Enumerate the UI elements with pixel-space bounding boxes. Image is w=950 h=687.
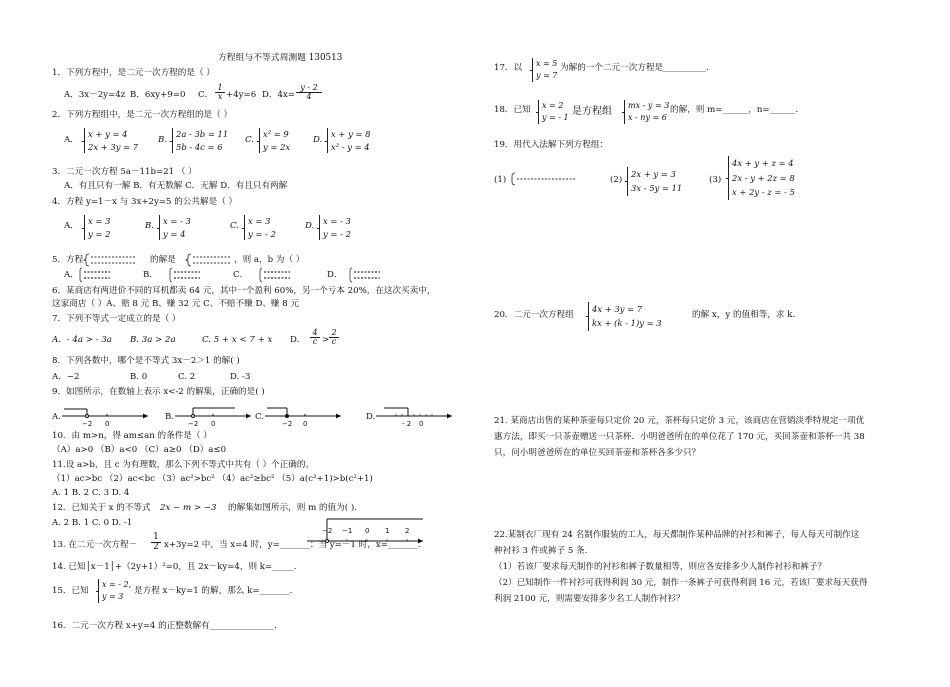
q22-line5: 利润 2100 元，则需要安排多少名工人制作衬衫？ [494,594,685,604]
q8-option-d: D. -3 [230,372,251,382]
q20-system: 4x + 3y = 7 kx + (k - 1)y = 3 [588,302,662,331]
q2-a-system: x + y = 4 2x + 3y = 7 [84,128,138,153]
q5-option-a: A． [64,270,79,280]
q5-option-glyphs [80,267,410,283]
q22-line3: （1）若该厂要求每天制作的衬衫和裤子数量相等，则应各安排多少人制作衬衫和裤子？ [494,562,827,572]
q4-option-c: C. [230,221,240,231]
q19-stem: 19．用代入法解下列方程组： [494,140,609,150]
svg-text:0: 0 [365,527,370,535]
q9-stem: 9．如图所示，在数轴上表示 x<-2 的解集，正确的是( ) [52,387,265,397]
q10-options: （A）a>0 （B）a<0 （C）a≥0 （D）a≤0 [52,445,227,455]
q12-options: A. 2 B. 1 C. 0 D. -1 [52,518,133,528]
q2-option-c: C. [245,135,255,145]
q21-line1: 21. 某商店出售的某种茶壶每只定价 20 元，茶杯每只定价 3 元，该商店在营销淡季特规定一项优 [494,416,865,426]
q9-d-number-line [376,404,456,428]
q2-stem: 2．下列方程组中，是二元一次方程组的是（ ） [52,110,233,120]
q7-d-gt: > [322,335,330,345]
q3-options: A．有且只有一解 B．有无数解 C．无解 D．有且只有两解 [64,181,288,191]
q4-option-a: A． [64,221,79,231]
q22-line2: 种衬衫 3 件或裤子 5 条. [494,546,588,556]
q19-part2-label: (2) [610,175,623,185]
svg-text:2: 2 [405,527,410,535]
svg-text:0: 0 [211,420,216,428]
q1-option-d: D．4x= [262,90,295,100]
q17-suffix: 为解的一个二元一次方程是__________. [560,63,709,73]
svg-text:−1: −1 [342,527,353,535]
q7-option-b: B. 3a > 2a [130,335,176,345]
q2-option-a: A． [64,135,79,145]
q2-option-d: D. [313,135,323,145]
q22-line1: 22.某制衣厂现有 24 名制作服装的工人，每天都制作某种品牌的衬衫和裤子，每人每天可制作这 [494,530,860,540]
q4-b-system: x = - 3 y = 4 [159,215,191,240]
q21-line2: 惠方法，即买一只茶壶赠送一只茶杯．小明爸爸所在的单位花了 170 元，买回茶壶和茶杯一共 38 [494,432,865,442]
q13-fraction: $\frac{1}{2}$ [151,533,161,553]
svg-text:−2: −2 [322,527,333,535]
q20-prefix: 20．二元一次方程组 [494,310,574,320]
q9-option-d: D. [366,412,376,422]
svg-text:- 2: - 2 [402,420,412,428]
svg-text:−2: −2 [82,420,93,428]
q11-stem: 11.设 a>b，且 c 为有理数，那么下列不等式中共有（ ）个正确的。 [52,460,315,470]
q8-option-c: C. 2 [178,372,196,382]
svg-text:0: 0 [105,420,110,428]
q19-part3-label: (3) [709,175,722,185]
q11-choices: A. 1 B. 2 C. 3 D. 4 [52,488,130,498]
q1-option-c: C． [198,90,214,100]
q1-option-b: B．6xy+9=0 [130,90,186,100]
q8-option-b: B. 0 [130,372,148,382]
q20-suffix: 的解 x，y 的值相等，求 k. [692,310,796,320]
q5-option-c: C． [233,270,249,280]
q21-line3: 只，问小明爸爸所在的单位买回茶壶和茶杯各多少只？ [494,448,701,458]
q4-stem: 4．方程 y=1－x 与 3x+2y=5 的公共解是（ ） [52,197,238,207]
q5-option-d: D． [327,270,343,280]
q8-option-a: A．−2 [52,372,80,382]
q3-stem: 3．二元一次方程 5a－11b=21 （ ） [52,167,197,177]
q5-option-b: B． [143,270,158,280]
svg-text:−2: −2 [282,420,293,428]
q18-mid: 是方程组 [572,106,612,117]
q1-option-a: A．3x－2y=4z [64,90,126,100]
q4-c-system: x = 3 y = - 2 [244,215,276,240]
svg-text:1: 1 [385,527,390,535]
q16-text: 16．二元一次方程 x+y=4 的正整数解有_______________. [52,621,277,631]
q7-d-left-fraction: $\frac{4}{c}$ [310,329,320,347]
q19-part1-label: (1) [494,175,507,185]
q18-solution-system: x = 2 y = - 1 [538,100,569,124]
q2-option-b: B. [158,135,168,145]
q15-suffix: 是方程 x－ky=1 的解，那么 k=_______. [134,586,293,596]
q9-option-c: C. [255,412,265,422]
q1-c-tail: +4y=6 [226,90,257,100]
q4-a-system: x = 3 y = 2 [84,215,110,240]
svg-text:0: 0 [419,420,424,428]
q14-text: 14. 已知│x－1│+（2y+1）²=0，且 2x－ky=4，则 k=_____. [52,562,297,572]
q8-stem: 8．下列各数中，哪个是不等式 3x－2＞1 的解( ) [52,356,240,366]
q4-option-b: B. [145,221,155,231]
q15-prefix: 15．已知 [52,586,89,596]
q2-d-system: x + y = 8 x² - y = 4 [327,128,370,153]
q17-system: x = 5 y = 7 [532,58,557,82]
q19-part3-system: 4x + y + z = 4 2x - y + 2z = 8 x + 2y - z = - 5 [728,156,795,200]
q1-stem: 1．下列方程中，是二元一次方程的是（ ） [52,68,215,78]
q5-solution-glyph [188,253,234,267]
svg-text:−2: −2 [188,420,199,428]
q6-line2: 这家商店（ ）A、赔 8 元 B、赚 32 元 C、不赔不赚 D、赚 8 元 [52,299,300,309]
q4-d-system: x = - 3 y = - 2 [319,215,351,240]
q17-prefix: 17．以 [494,63,523,73]
q18-equation-system: mx - y = 3 x - ny = 6 [624,100,669,124]
page-title: 方程组与不等式周测题 130513 [218,53,343,63]
q7-stem: 7．下列不等式一定成立的是（ ） [52,314,181,324]
q19-part1-system-glyph [512,172,582,186]
q5-mid: 的解是 [150,255,176,265]
q2-c-system: x² = 9 y = 2x [259,128,290,153]
q6-line1: 6．某商店有两进价不同的耳机都卖 64 元，其中一个盈利 60%，另一个亏本 20%，在这次买卖中， [52,286,436,296]
q1-c-fraction: $\frac{1}{x}$ [215,84,225,102]
q18-prefix: 18．已知 [494,105,531,115]
q19-part2-system: 2x + y = 3 3x - 5y = 11 [627,167,682,196]
q7-option-c: C. 5 + x < 7 + x [202,335,273,345]
q9-option-a: A. [52,412,61,422]
q12-inequality: 2x − m > −3 [160,503,217,513]
q11-options: （1）ac>bc （2）ac<bc （3）ac²>bc² （4）ac²≥bc² （5）a(c²+1)>b(c²+1) [52,474,373,484]
q18-suffix: 的解，则 m=______，n=______. [670,105,799,115]
q22-line4: （2）已知制作一件衬衫可获得利润 30 元，制作一条裤子可获得利润 16 元，若该厂要求每天获得 [494,578,868,588]
q7-d-right-fraction: $\frac{2}{c}$ [329,329,339,347]
q13-prefix: 13. 在二元一次方程－ [52,540,138,550]
q7-option-a: A．- 4a > - 3a [52,335,112,345]
q12-stem: 12．已知关于 x 的不等式 [52,503,151,513]
q2-b-system: 2a - 3b = 11 5b - 4c = 6 [172,128,228,153]
q5-stem: 5．方程 [52,255,84,265]
q5-system-glyph [86,253,140,267]
q15-system: x = - 2, y = 3 [98,579,131,603]
q10-stem: 10．由 m>n，得 am≤an 的条件是（ ） [52,431,212,441]
q9-option-b: B. [165,412,175,422]
q9-a-number-line [62,404,152,428]
q4-option-d: D. [305,221,315,231]
q13-suffix: x+3y=2 中，当 x=4 时，y=_______；当 y=－1 时，x=_______. [164,540,421,550]
q12-tail: 的解集如图所示，则 m 的值为( ). [228,503,357,513]
q7-option-d: D. [290,335,300,345]
q1-d-fraction: $\frac{y - 2}{4}$ [296,84,322,102]
q9-b-number-line [175,404,255,428]
svg-text:0: 0 [303,420,308,428]
q9-c-number-line [265,404,345,428]
q5-tail: ，则 a，b 为（ ） [234,255,305,265]
